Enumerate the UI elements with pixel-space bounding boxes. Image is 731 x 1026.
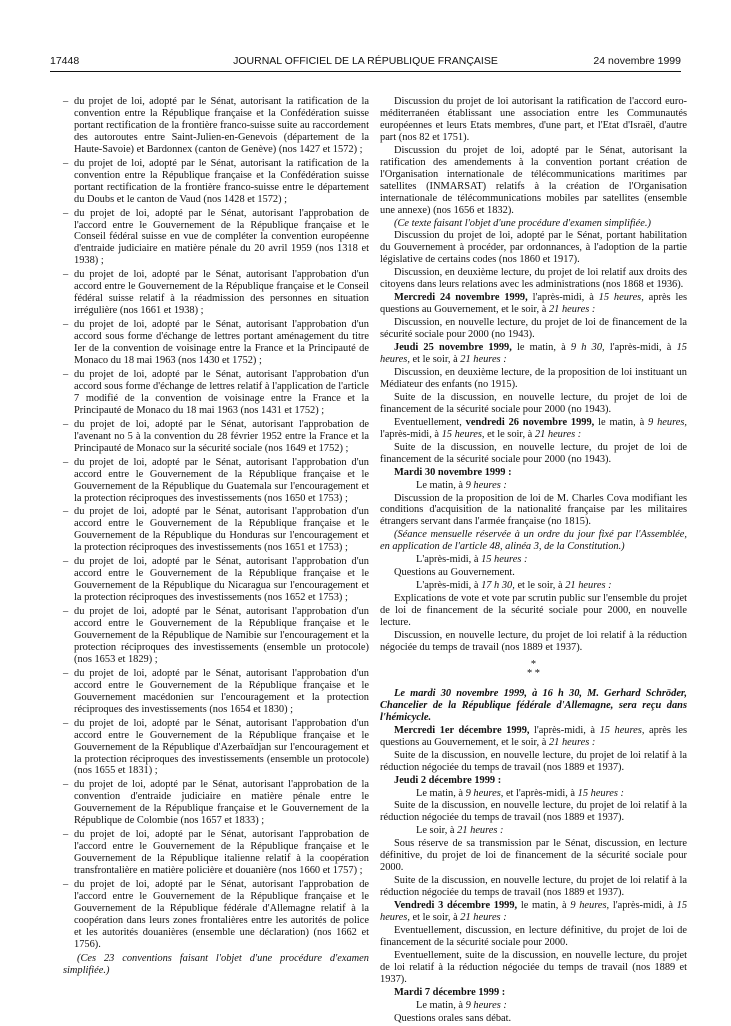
time-slot: Le matin, à 9 heures : [416, 999, 507, 1011]
session-heading: Eventuellement, vendredi 26 novembre 1999, le matin, à 9 heures, l'après-midi, à 15 heures, et le soir, à 21 heures : [380, 416, 687, 440]
list-item: – du projet de loi, adopté par le Sénat, autorisant l'approbation d'un accord entre le Gouvernement de la République française et le Gouvernement de la République du Nicaragua sur l'encouragement et la protection réciproques des investissements (nos 1652 et 1753) ; [63, 556, 369, 604]
time-slot: Le matin, à 9 heures : [416, 479, 507, 491]
issue-date: 24 novembre 1999 [593, 55, 681, 67]
paragraph: Eventuellement, suite de la discussion, en nouvelle lecture, du projet de loi relatif à la réduction négociée du temps de travail (nos 1889 et 1937). [380, 949, 687, 985]
paragraph: Discussion du projet de loi, adopté par le Sénat, autorisant la ratification des amendements à la convention portant création de l'Organisation internationale de télécommunications maritimes par satellites (INMARSAT) relatifs à la création de l'Organisation internationale de télécommunications mobiles par satellites (ensemble une annexe) (nos 1656 et 1832). [380, 144, 687, 216]
list-item: – du projet de loi, adopté par le Sénat, autorisant l'approbation de l'accord entre le Gouvernement de la République française et le Gouvernement de la République fédérale d'Allemagne relatif à la coopération dans leurs zones frontalières entre les autorités de police et les autorités douanières (ensemble une déclaration) (nos 1662 et 1756). [63, 879, 369, 951]
paragraph: Discussion du projet de loi autorisant la ratification de l'accord euro-méditerranéen établissant une association entre les Communautés européennes et leurs Etats membres, d'une part, et l'Etat d'Israël, d'autre part (nos 82 et 1751). [380, 96, 687, 143]
session-heading: Mercredi 24 novembre 1999, l'après-midi, à 15 heures, après les questions au Gouvernement, et le soir, à 21 heures : [380, 292, 687, 316]
paragraph: Questions au Gouvernement. [394, 567, 515, 579]
time-slot: L'après-midi, à 15 heures : [416, 554, 528, 566]
paragraph: Discussion, en deuxième lecture, de la proposition de loi instituant un Médiateur des enfants (no 1915). [380, 366, 687, 390]
list-item: – du projet de loi, adopté par le Sénat, autorisant l'approbation d'un accord sous forme d'échange de lettres portant aménagement du titre Ier de la convention de voisinage entre la France et la Principauté de Monaco du 18 mai 1963 (nos 1430 et 1752) ; [63, 319, 369, 367]
list-item: – du projet de loi, adopté par le Sénat, autorisant l'approbation d'un accord entre le Gouvernement de la République française et le Gouvernement de la République du Honduras sur l'encouragement et la protection réciproques des investissements (nos 1651 et 1753) ; [63, 506, 369, 554]
page-header [50, 55, 681, 71]
session-heading: Mardi 30 novembre 1999 : [394, 466, 512, 478]
paragraph: Sous réserve de sa transmission par le Sénat, discussion, en lecture définitive, du projet de loi de financement de la sécurité sociale pour 2000. [380, 838, 687, 874]
session-heading: Mardi 7 décembre 1999 : [394, 986, 506, 998]
session-heading: Mercredi 1er décembre 1999, l'après-midi, à 15 heures, après les questions au Gouvernement, et le soir, à 21 heures : [380, 724, 687, 748]
paragraph: Suite de la discussion, en nouvelle lecture, du projet de loi de financement de la sécurité sociale pour 2000 (no 1943). [380, 391, 687, 415]
left-column [63, 96, 369, 977]
paragraph: Suite de la discussion, en nouvelle lecture, du projet de loi relatif à la réduction négociée du temps de travail (nos 1889 et 1937). [380, 800, 687, 824]
list-item: – du projet de loi, adopté par le Sénat, autorisant l'approbation d'un accord entre le Gouvernement de la République française et le Gouvernement de la République de Namibie sur l'encouragement et la protection réciproques des investissements (ensemble un protocole) (nos 1653 et 1829) ; [63, 606, 369, 666]
list-item: – du projet de loi, adopté par le Sénat, autorisant l'approbation de la convention d'entraide judiciaire en matière pénale entre le Gouvernement de la République française et le Gouvernement de la République de Colombie (nos 1657 et 1833) ; [63, 779, 369, 827]
paragraph: Suite de la discussion, en nouvelle lecture, du projet de loi de financement de la sécurité sociale pour 2000 (no 1943). [380, 441, 687, 465]
paragraph: Explications de vote et vote par scrutin public sur l'ensemble du projet de loi de financement de la sécurité sociale pour 2000, en nouvelle lecture. [380, 593, 687, 629]
section-separator [380, 660, 687, 678]
procedure-note: (Ces 23 conventions faisant l'objet d'une procédure d'examen simplifiée.) [63, 952, 369, 976]
session-heading: Jeudi 2 décembre 1999 : [394, 774, 502, 786]
list-item: – du projet de loi, adopté par le Sénat, autorisant l'approbation d'un accord entre le Gouvernement de la République française et le Gouvernement macédonien sur l'encouragement et la protection réciproques des investissements (nos 1654 et 1830) ; [63, 668, 369, 716]
time-slot: L'après-midi, à 17 h 30, et le soir, à 21 heures : [416, 580, 612, 592]
paragraph: Discussion, en nouvelle lecture, du projet de loi de financement de la sécurité sociale pour 2000 (no 1943). [380, 317, 687, 341]
announcement: Le mardi 30 novembre 1999, à 16 h 30, M. Gerhard Schröder, Chancelier de la République fédérale d'Allemagne, sera reçu dans l'hémicycle. [380, 687, 687, 723]
paragraph: Discussion, en nouvelle lecture, du projet de loi relatif à la réduction négociée du temps de travail (nos 1889 et 1937). [380, 629, 687, 653]
paragraph: Questions orales sans débat. [394, 1012, 512, 1024]
paragraph: Discussion, en deuxième lecture, du projet de loi relatif aux droits des citoyens dans leurs relations avec les administrations (nos 1868 et 1936). [380, 267, 687, 291]
list-item: – du projet de loi, adopté par le Sénat, autorisant l'approbation d'un accord sous forme d'échange de lettres relatif à l'application de l'article 7 modifié de la convention de voisinage entre la France et la Principauté de Monaco du 18 mai 1963 (nos 1431 et 1752) ; [63, 369, 369, 417]
paragraph: Discussion de la proposition de loi de M. Charles Cova modifiant les conditions d'acquisition de la nationalité française par les militaires étrangers servant dans l'armée française (no 1815). [380, 492, 687, 528]
time-slot: Le soir, à 21 heures : [416, 825, 504, 837]
separator-star: * [530, 658, 537, 670]
procedure-note: (Ce texte faisant l'objet d'une procédure d'examen simplifiée.) [394, 217, 651, 229]
paragraph: Discussion du projet de loi, adopté par le Sénat, portant habilitation du Gouvernement à procéder, par ordonnances, à l'adoption de la partie législative de certains codes (nos 1860 et 1917). [380, 230, 687, 266]
session-heading: Vendredi 3 décembre 1999, le matin, à 9 heures, l'après-midi, à 15 heures, et le soir, à 21 heures : [380, 900, 688, 924]
list-item: – du projet de loi, adopté par le Sénat, autorisant l'approbation de l'accord entre le Gouvernement de la République française et le Conseil fédéral suisse en vue de compléter la convention européenne d'entraide judiciaire en matière pénale du 20 avril 1959 (nos 1318 et 1938) ; [63, 208, 369, 268]
paragraph: Suite de la discussion, en nouvelle lecture, du projet de loi relatif à la réduction négociée du temps de travail (nos 1889 et 1937). [380, 749, 687, 773]
list-item: – du projet de loi, adopté par le Sénat, autorisant la ratification de la convention entre la République française et la Confédération suisse portant rectification de la frontière franco-suisse entre le département du Doubs et le canton de Vaud (nos 1428 et 1572) ; [63, 158, 369, 206]
session-heading: Jeudi 25 novembre 1999, le matin, à 9 h 30, l'après-midi, à 15 heures, et le soir, à 21 heures : [380, 342, 687, 366]
procedure-note: (Séance mensuelle réservée à un ordre du jour fixé par l'Assemblée, en application de l'article 48, alinéa 3, de la Constitution.) [380, 529, 687, 553]
right-column [380, 96, 687, 1026]
separator-stars: * * [527, 667, 540, 679]
paragraph: Eventuellement, discussion, en lecture définitive, du projet de loi de financement de la sécurité sociale pour 2000. [380, 925, 687, 948]
list-item: – du projet de loi, adopté par le Sénat, autorisant l'approbation d'un accord entre le Gouvernement de la République française et le Conseil fédéral suisse relatif à la réadmission des personnes en situation irrégulière (nos 1661 et 1938) ; [63, 269, 369, 317]
list-item: – du projet de loi, adopté par le Sénat, autorisant l'approbation d'un accord entre le Gouvernement de la République française et le Gouvernement de la République d'Azerbaïdjan sur l'encouragement et la protection réciproques des investissements (ensemble un protocole) (nos 1655 et 1831) ; [63, 718, 369, 778]
time-slot: Le matin, à 9 heures, et l'après-midi, à 15 heures : [416, 787, 625, 799]
paragraph: Suite de la discussion, en nouvelle lecture, du projet de loi relatif à la réduction négociée du temps de travail (nos 1889 et 1937). [380, 875, 687, 899]
journal-title: JOURNAL OFFICIEL DE LA RÉPUBLIQUE FRANÇAISE [233, 55, 498, 67]
page-number: 17448 [50, 55, 80, 67]
list-item: – du projet de loi, adopté par le Sénat, autorisant la ratification de la convention entre la République française et la Confédération suisse portant rectification de la frontière franco-suisse suite au raccordement des autoroutes entre Saint-Julien-en-Genevois (département de la Haute-Savoie) et Bardonnex (canton de Genève) (nos 1427 et 1572) ; [63, 96, 369, 156]
list-item: – du projet de loi, adopté par le Sénat, autorisant l'approbation d'un accord entre le Gouvernement de la République française et le Gouvernement de la République du Guatemala sur l'encouragement et la protection réciproques des investissements (nos 1650 et 1753) ; [63, 457, 369, 505]
list-item: – du projet de loi, adopté par le Sénat, autorisant l'approbation de l'avenant no 5 à la convention du 28 février 1952 entre la France et la Principauté de Monaco sur la sécurité sociale (nos 1649 et 1752) ; [63, 419, 369, 455]
header-rule [50, 71, 681, 72]
list-item: – du projet de loi, adopté par le Sénat, autorisant l'approbation de l'accord entre le Gouvernement de la République française et le Gouvernement de la République italienne relatif à la coopération transfrontalière en matière policière et douanière (nos 1660 et 1757) ; [63, 829, 369, 877]
